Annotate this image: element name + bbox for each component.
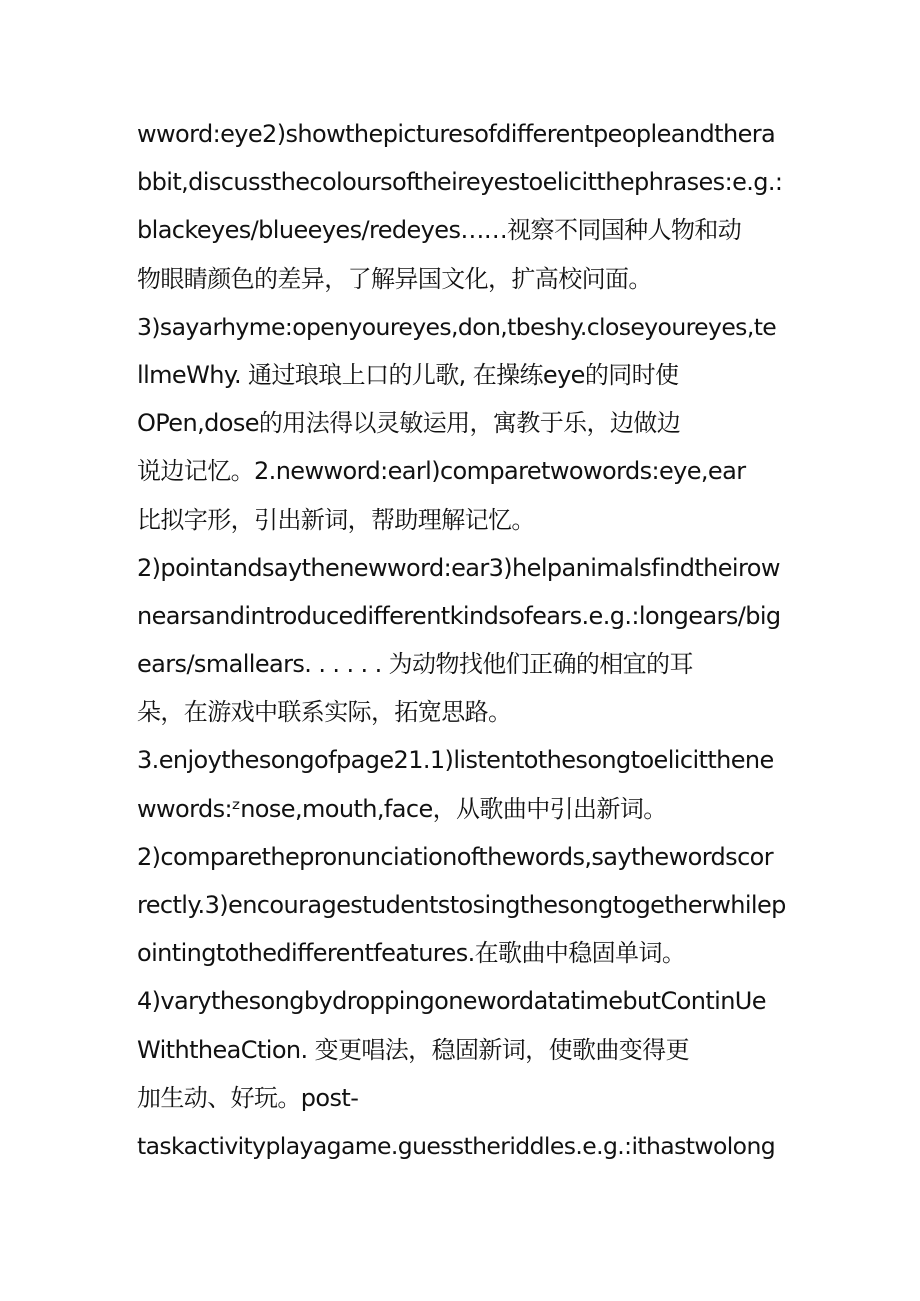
text-line: 朵，在游戏中联系实际，拓宽思路。 [137, 698, 512, 727]
text-line: wwords:ᶻnose,mouth,face，从歌曲中引出新词。 [137, 794, 667, 823]
text-line: ears/smallears. . . . . . 为动物找他们正确的相宜的耳 [137, 650, 693, 679]
body-text [137, 110, 787, 1170]
text-line: WiththeaCtion. 变更唱法，稳固新词，使歌曲变得更 [137, 1035, 689, 1064]
text-line: 加生动、好玩。post- [137, 1083, 359, 1112]
text-line: rectly.3)encouragestudentstosingthesongtogetherwhilep [137, 891, 786, 919]
text-line: llmeWhy. 通过琅琅上口的儿歌, 在操练eye的同时使 [137, 360, 679, 389]
text-line: 说边记忆。2.newword:earl)comparetwowords:eye,ear [137, 457, 746, 486]
text-line: wword:eye2)showthepicturesofdifferentpeopleandthera [137, 120, 776, 148]
text-line: taskactivityplayagame.guesstheriddles.e.g.:ithastwolong [137, 1131, 776, 1160]
text-line: 2)comparethepronunciationofthewords,saythewordscor [137, 842, 774, 871]
text-line: bbit,discussthecoloursoftheireyestoelicitthephrases:e.g.: [137, 168, 783, 197]
text-line: 2)pointandsaythenewword:ear3)helpanimalsfindtheirow [137, 553, 780, 582]
text-line: OPen,dose的用法得以灵敏运用，寓教于乐，边做边 [137, 409, 681, 438]
text-line: 4)varythesongbydroppingonewordatatimebutContinUe [137, 987, 766, 1016]
text-line: blackeyes/blueeyes/redeyes……视察不同国种人物和动 [137, 216, 742, 245]
text-line: 3)sayarhyme:openyoureyes,don,tbeshy.closeyoureyes,te [137, 312, 777, 341]
text-line: 3.enjoythesongofpage21.1)listentothesongtoelicitthene [137, 746, 774, 775]
text-line: 比拟字形，引出新词，帮助理解记忆。 [137, 505, 535, 534]
text-line: ointingtothedifferentfeatures.在歌曲中稳固单词。 [137, 939, 686, 968]
text-line: 物眼睛颜色的差异，了解异国文化，扩高校问面。 [137, 264, 652, 293]
text-line: nearsandintroducedifferentkindsofears.e.g.:longears/big [137, 601, 781, 630]
